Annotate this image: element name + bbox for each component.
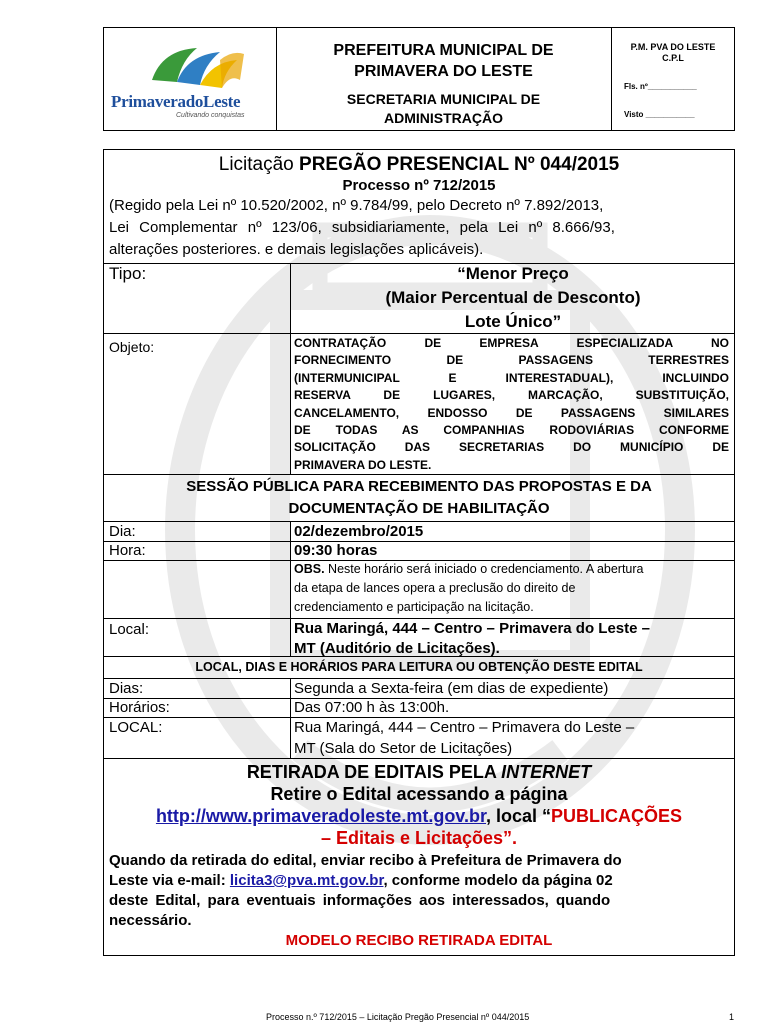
recibo-line-2: Leste via e-mail: licita3@pva.mt.gov.br, conforme modelo da página 02 bbox=[109, 872, 613, 889]
obs-line-3: credenciamento e participação na licitação. bbox=[294, 600, 534, 614]
hora-label: Hora: bbox=[109, 542, 146, 559]
local-line-1: Rua Maringá, 444 – Centro – Primavera do Leste – bbox=[294, 620, 650, 637]
objeto-line: RESERVA DE LUGARES, MARCAÇÃO, SUBSTITUIÇÃO, bbox=[294, 388, 729, 403]
tipo-line-1: “Menor Preço bbox=[457, 264, 569, 283]
leitura-local-line-1: Rua Maringá, 444 – Centro – Primavera do Leste – bbox=[294, 719, 635, 736]
licitacao-title: Licitação PREGÃO PRESENCIAL Nº 044/2015 bbox=[218, 154, 620, 175]
logo-cell bbox=[104, 28, 277, 130]
tipo-line-3: Lote Único” bbox=[464, 312, 562, 331]
editais-licitacoes: – Editais e Licitações”. bbox=[320, 828, 518, 848]
regido-line-3: alterações posteriores. e demais legislações aplicáveis). bbox=[109, 241, 484, 258]
retirada-subtitle: Retire o Edital acessando a página bbox=[270, 784, 568, 804]
objeto-label: Objeto: bbox=[109, 339, 155, 355]
obs-line-2: da etapa de lances opera a preclusão do direito de bbox=[294, 581, 576, 595]
recibo-line-4: necessário. bbox=[109, 912, 192, 929]
retirada-url-line: http://www.primaveradoleste.mt.gov.br, local “PUBLICAÇÕES bbox=[155, 806, 683, 826]
footer-text: Processo n.º 712/2015 – Licitação Pregão Presencial nº 044/2015 bbox=[266, 1012, 530, 1022]
recibo-line-3: deste Edital, para eventuais informações aos interessados, quando bbox=[109, 892, 611, 909]
hora-value: 09:30 horas bbox=[294, 542, 378, 559]
title-cell bbox=[276, 28, 612, 130]
sessao-title-2: DOCUMENTAÇÃO DE HABILITAÇÃO bbox=[288, 500, 550, 517]
objeto-line: CANCELAMENTO, ENDOSSO DE PASSAGENS SIMILARES bbox=[294, 405, 729, 420]
dia-label: Dia: bbox=[109, 523, 136, 540]
processo-number: Processo nº 712/2015 bbox=[342, 177, 496, 194]
modelo-recibo-title: MODELO RECIBO RETIRADA EDITAL bbox=[285, 932, 553, 949]
objeto-line: PRIMAVERA DO LESTE. bbox=[294, 457, 432, 472]
email-link[interactable]: licita3@pva.mt.gov.br bbox=[229, 872, 384, 889]
local-line-2: MT (Auditório de Licitações). bbox=[294, 640, 500, 657]
leitura-local-label: LOCAL: bbox=[109, 719, 163, 736]
dias-label: Dias: bbox=[109, 680, 144, 697]
prefeitura-title: PREFEITURA MUNICIPAL DE PRIMAVERA DO LESTE bbox=[333, 42, 554, 80]
retirada-title: RETIRADA DE EDITAIS PELA INTERNET bbox=[246, 762, 592, 782]
regido-line-1: (Regido pela Lei nº 10.520/2002, nº 9.784/99, pelo Decreto nº 7.892/2013, bbox=[109, 197, 604, 214]
obs-line-1: OBS. Neste horário será iniciado o credenciamento. A abertura bbox=[294, 562, 644, 576]
horarios-label: Horários: bbox=[109, 699, 170, 716]
visto-field: Visto ___________ bbox=[624, 110, 695, 119]
stamp-cell bbox=[612, 28, 734, 130]
leitura-title: LOCAL, DIAS E HORÁRIOS PARA LEITURA OU OBTENÇÃO DESTE EDITAL bbox=[195, 660, 643, 674]
logo-tagline: Cultivando conquistas bbox=[176, 112, 245, 119]
regido-line-2: Lei Complementar nº 123/06, subsidiariamente, pela Lei nº 8.666/93, bbox=[109, 219, 615, 236]
municipality-logo bbox=[132, 40, 252, 95]
fls-field: Fls. nº___________ bbox=[624, 82, 697, 91]
recibo-line-1: Quando da retirada do edital, enviar recibo à Prefeitura de Primavera do bbox=[109, 852, 622, 869]
document-header bbox=[103, 27, 735, 131]
dia-value: 02/dezembro/2015 bbox=[294, 523, 424, 540]
objeto-line: (INTERMUNICIPAL E INTERESTADUAL), INCLUINDO bbox=[294, 370, 729, 385]
local-label: Local: bbox=[109, 621, 150, 638]
dias-value: Segunda a Sexta-feira (em dias de expediente) bbox=[294, 680, 609, 697]
objeto-line: DE TODAS AS COMPANHIAS RODOVIÁRIAS CONFORME bbox=[294, 423, 729, 438]
leitura-local-line-2: MT (Sala do Setor de Licitações) bbox=[294, 740, 513, 757]
edital-url-link[interactable]: http://www.primaveradoleste.mt.gov.br bbox=[155, 806, 486, 826]
horarios-value: Das 07:00 h às 13:00h. bbox=[294, 699, 450, 716]
objeto-line: CONTRATAÇÃO DE EMPRESA ESPECIALIZADA NO bbox=[294, 336, 729, 350]
secretaria-title: SECRETARIA MUNICIPAL DE ADMINISTRAÇÃO bbox=[346, 91, 541, 126]
objeto-line: FORNECIMENTO DE PASSAGENS TERRESTRES bbox=[294, 353, 729, 368]
objeto-line: SOLICITAÇÃO DAS SECRETARIAS DO MUNICÍPIO DE bbox=[294, 440, 729, 455]
objeto-text bbox=[294, 335, 729, 474]
tipo-line-2: (Maior Percentual de Desconto) bbox=[385, 288, 641, 307]
pm-label: P.M. PVA DO LESTE C.P.L bbox=[630, 42, 716, 63]
sessao-title-1: SESSÃO PÚBLICA PARA RECEBIMENTO DAS PROPOSTAS E DA bbox=[186, 478, 652, 495]
main-table bbox=[103, 149, 735, 956]
tipo-label: Tipo: bbox=[109, 264, 147, 283]
page-number: 1 bbox=[729, 1012, 735, 1022]
logo-text: PrimaveradoLeste bbox=[111, 92, 241, 111]
